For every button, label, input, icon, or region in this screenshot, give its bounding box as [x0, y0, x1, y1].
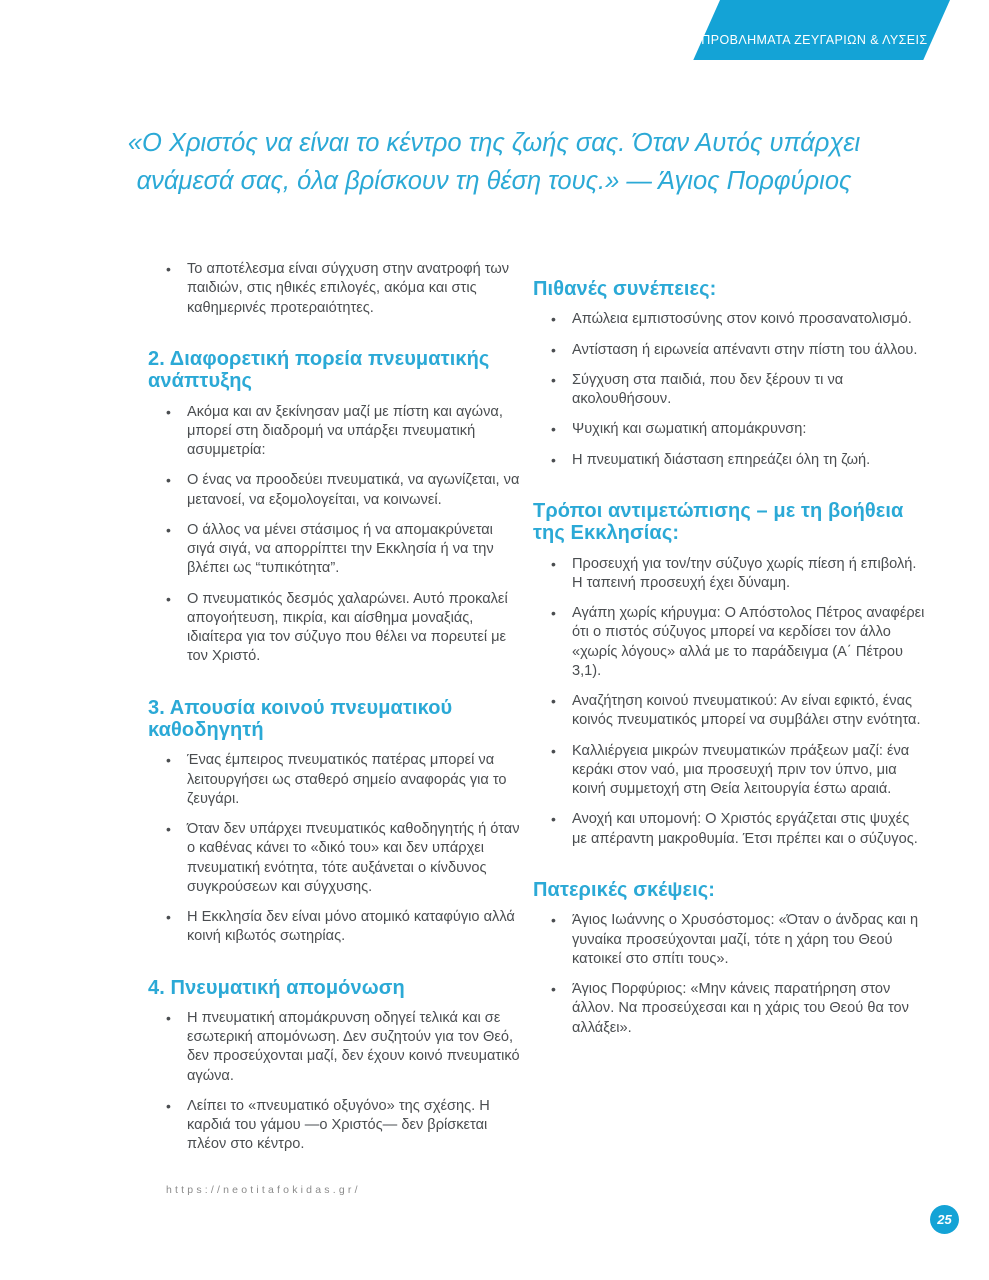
- section: [533, 278, 925, 470]
- bullet-item: • Ψυχική και σωματική απομάκρυνση:: [533, 420, 925, 439]
- bullet-item: • Άγιος Ιωάννης ο Χρυσόστομος: «Όταν ο άνδρας και η γυναίκα προσεύχονται μαζί, τότε η χάρη του Θεού κατοικεί στο σπίτι τους».: [533, 911, 925, 969]
- page-number-badge: [930, 1205, 959, 1234]
- bullet-item: • Καλλιέργεια μικρών πνευματικών πράξεων μαζί: ένα κεράκι στον ναό, μια προσευχή πριν τον ύπνο, μια κοινή συμμετοχή στη Θεία λειτουργία έστω αραιά.: [533, 742, 925, 800]
- bullet-list: [533, 310, 925, 470]
- header-ribbon: [693, 0, 950, 60]
- section: [148, 348, 520, 667]
- bullet-item: • Λείπει το «πνευματικό οξυγόνο» της σχέσης. Η καρδιά του γάμου —ο Χριστός— δεν βρίσκεται πλέον στο κέντρο.: [148, 1097, 520, 1155]
- bullet-item: • Ο ένας να προοδεύει πνευματικά, να αγωνίζεται, να μετανοεί, να εξομολογείται, να κοινωνεί.: [148, 471, 520, 510]
- bullet-list: [148, 260, 520, 318]
- section: [533, 879, 925, 1038]
- bullet-list: [148, 751, 520, 946]
- section-heading: Πιθανές συνέπειες:: [533, 278, 717, 300]
- section-heading: Τρόποι αντιμετώπισης – με τη βοήθεια της Εκκλησίας:: [533, 499, 904, 545]
- saint-quote: «Ο Χριστός να είναι το κέντρο της ζωής σας. Όταν Αυτός υπάρχει ανάμεσά σας, όλα βρίσκουν τη θέση τους.» — Άγιος Πορφύριος: [127, 129, 861, 196]
- bullet-item: • Ανοχή και υπομονή: Ο Χριστός εργάζεται στις ψυχές με απέραντη μακροθυμία. Έτσι πρέπει και ο σύζυγος.: [533, 810, 925, 849]
- bullet-item: • Το αποτέλεσμα είναι σύγχυση στην ανατροφή των παιδιών, στις ηθικές επιλογές, ακόμα και στις καθημερινές προτεραιότητες.: [148, 260, 520, 318]
- section: [148, 260, 520, 318]
- bullet-item: • Απώλεια εμπιστοσύνης στον κοινό προσανατολισμό.: [533, 310, 925, 329]
- bullet-list: [533, 555, 925, 849]
- section: [533, 500, 925, 849]
- bullet-item: • Ακόμα και αν ξεκίνησαν μαζί με πίστη και αγώνα, μπορεί στη διαδρομή να υπάρξει πνευματική ασυμμετρία:: [148, 403, 520, 461]
- bullet-list: [533, 911, 925, 1038]
- header-ribbon-label: ΠΡΟΒΛΗΜΑΤΑ ΖΕΥΓΑΡΙΩΝ & ΛΥΣΕΙΣ: [701, 33, 928, 47]
- section-heading: 2. Διαφορετική πορεία πνευματικής ανάπτυξης: [148, 347, 490, 393]
- bullet-item: • Ο άλλος να μένει στάσιμος ή να απομακρύνεται σιγά σιγά, να απορρίπτει την Εκκλησία ή να την βλέπει ως “τυπικότητα”.: [148, 521, 520, 579]
- bullet-list: [148, 403, 520, 667]
- bullet-item: • Αντίσταση ή ειρωνεία απέναντι στην πίστη του άλλου.: [533, 341, 925, 360]
- bullet-item: • Άγιος Πορφύριος: «Μην κάνεις παρατήρηση στον άλλον. Να προσεύχεσαι και η χάρις του Θεού θα τον αλλάξει».: [533, 980, 925, 1038]
- section: [148, 977, 520, 1155]
- bullet-list: [148, 1009, 520, 1155]
- page-number: 25: [937, 1212, 952, 1227]
- bullet-item: • Ο πνευματικός δεσμός χαλαρώνει. Αυτό προκαλεί απογοήτευση, πικρία, και αίσθημα μοναξιάς, ιδιαίτερα για τον σύζυγο που θέλει να πορευτεί με τον Χριστό.: [148, 590, 520, 667]
- bullet-item: • Όταν δεν υπάρχει πνευματικός καθοδηγητής ή όταν ο καθένας κάνει το «δικό του» και δεν υπάρχει πνευματική ενότητα, τότε αυξάνεται ο κίνδυνος συγκρούσεων και σύγχυσης.: [148, 820, 520, 897]
- left-column: [148, 248, 520, 1166]
- bullet-item: • Αγάπη χωρίς κήρυγμα: Ο Απόστολος Πέτρος αναφέρει ότι ο πιστός σύζυγος μπορεί να κερδίσει τον άλλο «χωρίς λόγους» αλλά με το παράδειγμα (Α΄ Πέτρου 3,1).: [533, 604, 925, 681]
- bullet-item: • Αναζήτηση κοινού πνευματικού: Αν είναι εφικτό, ένας κοινός πνευματικός μπορεί να συμβάλει στην ενότητα.: [533, 692, 925, 731]
- bullet-item: • Ένας έμπειρος πνευματικός πατέρας μπορεί να λειτουργήσει ως σταθερό σημείο αναφοράς για το ζευγάρι.: [148, 751, 520, 809]
- right-column: [533, 248, 925, 1049]
- bullet-item: • Προσευχή για τον/την σύζυγο χωρίς πίεση ή επιβολή. Η ταπεινή προσευχή έχει δύναμη.: [533, 555, 925, 594]
- section: [148, 697, 520, 947]
- section-heading: 3. Απουσία κοινού πνευματικού καθοδηγητή: [148, 696, 453, 741]
- bullet-item: • Η πνευματική απομάκρυνση οδηγεί τελικά και σε εσωτερική απομόνωση. Δεν συζητούν για τον Θεό, δεν προσεύχονται μαζί, δεν έχουν κοινό πνευματικό αγώνα.: [148, 1009, 520, 1086]
- footer-url-link[interactable]: https://neotitafokidas.gr/: [166, 1184, 361, 1196]
- bullet-item: • Η Εκκλησία δεν είναι μόνο ατομικό καταφύγιο αλλά κοινή κιβωτός σωτηρίας.: [148, 908, 520, 947]
- bullet-item: • Σύγχυση στα παιδιά, που δεν ξέρουν τι να ακολουθήσουν.: [533, 371, 925, 410]
- section-heading: Πατερικές σκέψεις:: [533, 878, 716, 901]
- bullet-item: • Η πνευματική διάσταση επηρεάζει όλη τη ζωή.: [533, 451, 925, 470]
- section-heading: 4. Πνευματική απομόνωση: [148, 976, 405, 999]
